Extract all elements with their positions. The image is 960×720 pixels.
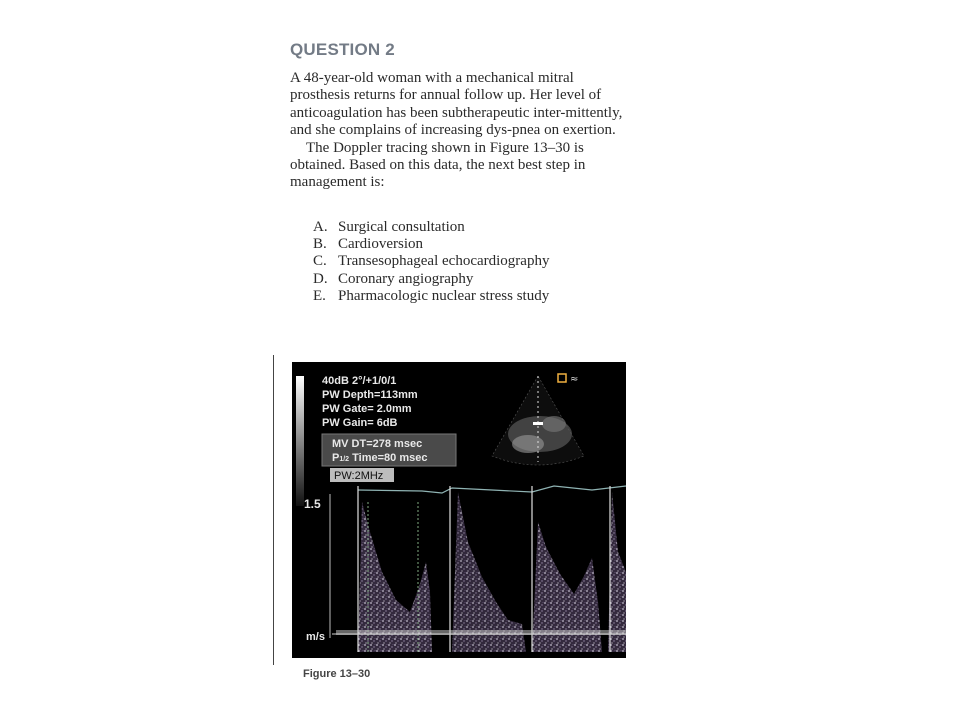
doppler-figure [292, 362, 626, 658]
settings-line-4: PW Gain= 6dB [322, 417, 398, 429]
answer-options [313, 219, 633, 305]
settings-line-1: 40dB 2°/+1/0/1 [322, 375, 397, 387]
stem-paragraph-2: The Doppler tracing shown in Figure 13–30 is obtained. Based on this data, the next best step in management is: [290, 139, 586, 191]
option-c[interactable] [313, 253, 633, 270]
settings-line-2: PW Depth=113mm [322, 389, 418, 401]
p-half-prefix: P [332, 452, 340, 464]
stem-paragraph-1: A 48-year-old woman with a mechanical mitral prosthesis returns for annual follow up. Her level of anticoagulation has been subtherapeutic inter-mittently, and she complains of increasing dys-pnea on exertion. [290, 70, 623, 139]
spectral-doppler [330, 486, 626, 652]
orientation-marker-icon [558, 374, 566, 382]
question-stem [290, 70, 630, 192]
option-letter: E. [313, 287, 326, 304]
option-letter: A. [313, 219, 328, 235]
settings-line-3: PW Gate= 2.0mm [322, 403, 412, 415]
mv-dt-readout: MV DT=278 msec [332, 438, 423, 450]
option-text: Pharmacologic nuclear stress study [338, 287, 550, 304]
figure-caption: Figure 13–30 [303, 668, 371, 680]
p-half-rest: Time=80 msec [349, 452, 428, 464]
option-e[interactable] [313, 288, 633, 305]
option-text: Coronary angiography [338, 270, 474, 287]
grayscale-bar [296, 376, 304, 506]
option-letter: C. [313, 253, 327, 270]
option-text: Surgical consultation [338, 219, 465, 235]
wave-icon: ≈ [570, 374, 579, 385]
p-half-subscript: 1/2 [339, 456, 350, 463]
sector-image [492, 376, 584, 465]
option-d[interactable] [313, 271, 633, 288]
option-letter: D. [313, 270, 328, 287]
option-a[interactable] [313, 219, 633, 236]
question-title: QUESTION 2 [290, 40, 395, 59]
doppler-image [292, 362, 626, 658]
probe-label: PW:2MHz [334, 470, 384, 482]
velocity-scale-value: 1.5 [304, 497, 321, 511]
option-letter: B. [313, 236, 327, 253]
page-edge-rule [273, 355, 274, 665]
option-text: Transesophageal echocardiography [338, 253, 550, 270]
velocity-scale-unit: m/s [306, 631, 325, 643]
option-b[interactable] [313, 236, 633, 253]
option-text: Cardioversion [338, 236, 423, 253]
